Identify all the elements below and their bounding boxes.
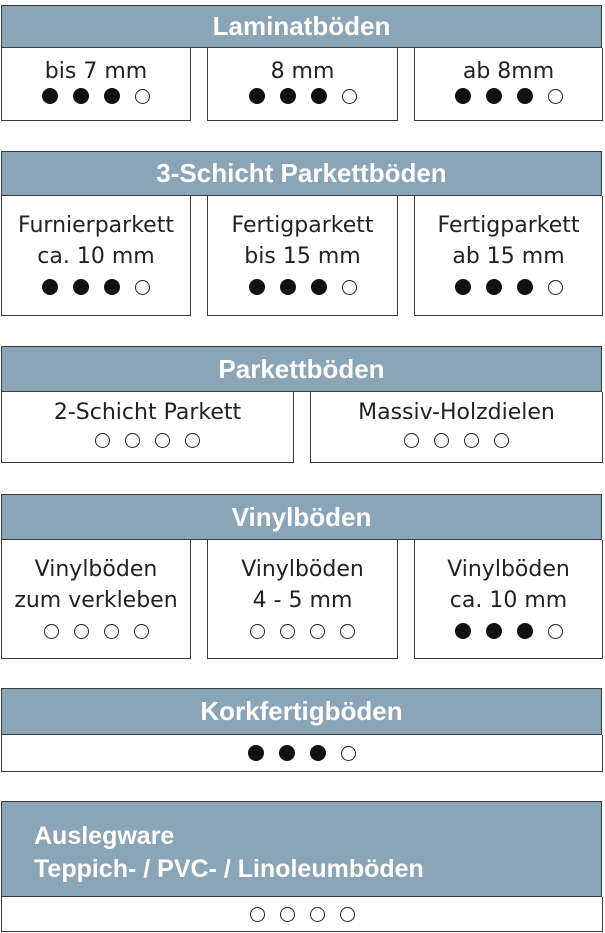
empty-dot-icon <box>494 433 509 448</box>
filled-dot-icon <box>455 279 471 295</box>
option-label: Vinylböden zum verkleben <box>14 557 178 613</box>
filled-dot-icon <box>104 88 120 104</box>
option-label: Vinylböden ca. 10 mm <box>447 557 570 613</box>
option-cell <box>1 196 191 316</box>
option-cell <box>414 540 603 659</box>
filled-dot-icon <box>455 623 471 639</box>
empty-dot-icon <box>135 89 150 104</box>
empty-dot-icon <box>104 624 119 639</box>
empty-dot-icon <box>310 907 325 922</box>
filled-dot-icon <box>280 88 296 104</box>
empty-dot-icon <box>340 907 355 922</box>
filled-dot-icon <box>486 88 502 104</box>
option-cell <box>207 540 398 659</box>
filled-dot-icon <box>455 88 471 104</box>
option-cell <box>414 48 603 121</box>
rating-dots <box>250 622 355 640</box>
empty-dot-icon <box>548 280 563 295</box>
empty-dot-icon <box>250 624 265 639</box>
option-cell <box>310 392 603 463</box>
rating-dots <box>249 87 357 105</box>
rating-dots <box>44 622 149 640</box>
rating-dots <box>250 905 355 923</box>
empty-dot-icon <box>280 624 295 639</box>
section-title: Laminatböden <box>212 11 391 41</box>
empty-dot-icon <box>155 433 170 448</box>
option-cell <box>414 196 603 316</box>
empty-dot-icon <box>340 624 355 639</box>
option-cell <box>1 48 191 121</box>
section-header-3schicht <box>1 151 602 196</box>
filled-dot-icon <box>517 623 533 639</box>
section-title: Korkfertigböden <box>200 696 403 726</box>
option-cell <box>1 897 603 932</box>
option-label: Massiv-Holzdielen <box>358 400 555 425</box>
rating-dots <box>455 622 563 640</box>
option-cell <box>207 48 398 121</box>
option-label: 8 mm <box>270 59 335 84</box>
empty-dot-icon <box>548 89 563 104</box>
filled-dot-icon <box>279 745 295 761</box>
option-label: Fertigparkett ab 15 mm <box>437 213 580 269</box>
empty-dot-icon <box>548 624 563 639</box>
section-header-parkett <box>1 346 602 392</box>
option-cell <box>1 540 191 659</box>
rating-dots <box>248 744 356 762</box>
filled-dot-icon <box>42 88 58 104</box>
rating-dots <box>42 278 150 296</box>
empty-dot-icon <box>341 746 356 761</box>
option-label: Vinylböden 4 - 5 mm <box>241 557 364 613</box>
section-header-vinyl <box>1 494 602 540</box>
empty-dot-icon <box>342 89 357 104</box>
rating-dots <box>95 431 200 449</box>
rating-dots <box>42 87 150 105</box>
rating-dots <box>249 278 357 296</box>
filled-dot-icon <box>310 745 326 761</box>
section-title: Vinylböden <box>231 501 372 532</box>
filled-dot-icon <box>486 279 502 295</box>
option-label: Fertigparkett bis 15 mm <box>231 213 374 269</box>
empty-dot-icon <box>74 624 89 639</box>
section-header-kork <box>1 688 602 735</box>
filled-dot-icon <box>311 279 327 295</box>
rating-dots <box>455 278 563 296</box>
rating-dots <box>404 431 509 449</box>
filled-dot-icon <box>517 88 533 104</box>
filled-dot-icon <box>249 279 265 295</box>
filled-dot-icon <box>249 88 265 104</box>
section-title-line-1: Auslegware <box>34 822 175 850</box>
filled-dot-icon <box>42 279 58 295</box>
filled-dot-icon <box>73 88 89 104</box>
section-title-line-2: Teppich- / PVC- / Linoleumböden <box>34 855 424 883</box>
filled-dot-icon <box>486 623 502 639</box>
filled-dot-icon <box>280 279 296 295</box>
empty-dot-icon <box>134 624 149 639</box>
empty-dot-icon <box>434 433 449 448</box>
empty-dot-icon <box>95 433 110 448</box>
filled-dot-icon <box>248 745 264 761</box>
rating-dots <box>455 87 563 105</box>
empty-dot-icon <box>404 433 419 448</box>
option-label: Furnierparkett ca. 10 mm <box>18 213 174 269</box>
filled-dot-icon <box>311 88 327 104</box>
filled-dot-icon <box>517 279 533 295</box>
empty-dot-icon <box>185 433 200 448</box>
section-title: Parkettböden <box>218 353 385 384</box>
option-cell <box>207 196 398 316</box>
empty-dot-icon <box>135 280 150 295</box>
option-cell <box>1 735 603 772</box>
empty-dot-icon <box>280 907 295 922</box>
option-label: 2-Schicht Parkett <box>53 400 242 425</box>
section-title: 3-Schicht Parkettböden <box>156 158 447 188</box>
section-header-laminat <box>1 5 602 48</box>
empty-dot-icon <box>44 624 59 639</box>
empty-dot-icon <box>342 280 357 295</box>
section-header-auslegware <box>1 801 602 897</box>
empty-dot-icon <box>310 624 325 639</box>
option-label: ab 8mm <box>462 59 555 84</box>
filled-dot-icon <box>104 279 120 295</box>
empty-dot-icon <box>250 907 265 922</box>
empty-dot-icon <box>464 433 479 448</box>
option-cell <box>1 392 294 463</box>
empty-dot-icon <box>125 433 140 448</box>
filled-dot-icon <box>73 279 89 295</box>
option-label: bis 7 mm <box>44 59 148 84</box>
